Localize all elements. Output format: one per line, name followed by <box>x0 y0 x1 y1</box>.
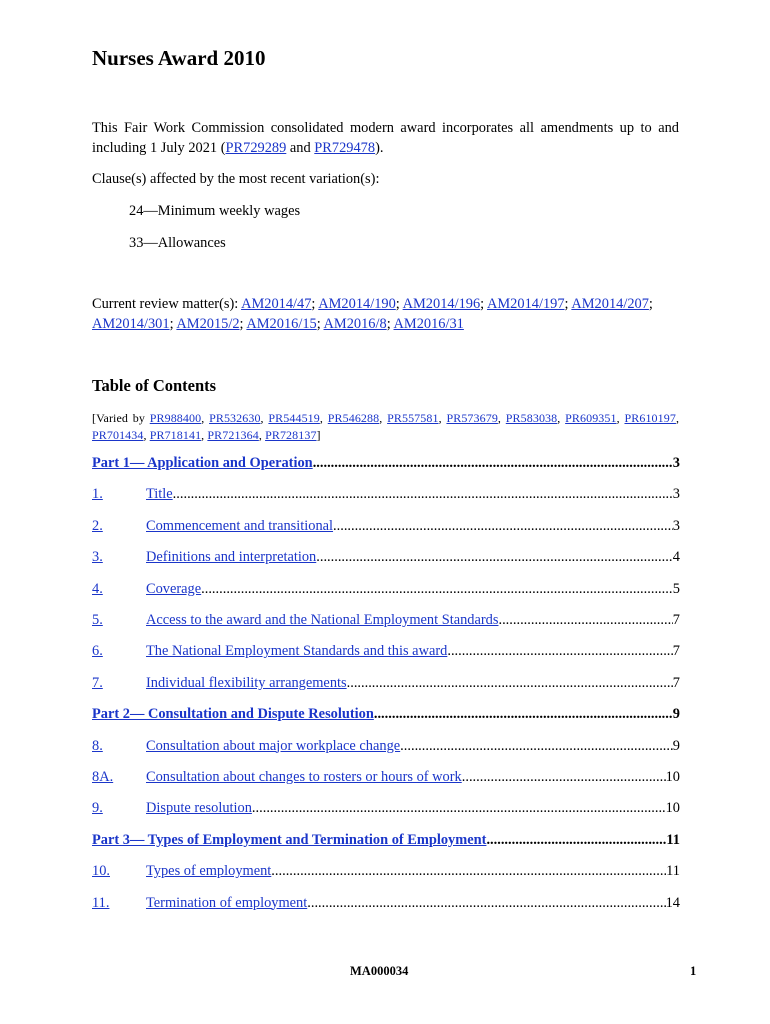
toc-dot-leader <box>316 549 673 566</box>
toc-page-number: 11 <box>666 831 680 848</box>
review-matter-link[interactable]: AM2014/207 <box>571 296 649 312</box>
varied-order-link[interactable]: PR583038 <box>505 411 558 425</box>
toc-clause-link[interactable]: Dispute resolution <box>146 800 252 817</box>
toc-dot-leader <box>173 486 673 503</box>
toc-page-number: 9 <box>672 737 680 754</box>
toc-dot-leader <box>313 455 673 472</box>
document-title: Nurses Award 2010 <box>92 46 266 70</box>
toc-dot-leader <box>498 612 672 629</box>
review-matter-link[interactable]: AM2014/190 <box>318 296 396 312</box>
toc-clause-number[interactable]: 10. <box>92 863 110 880</box>
toc-clause-number[interactable]: 6. <box>92 643 103 660</box>
toc-part-row[interactable] <box>92 455 680 475</box>
toc-dot-leader <box>447 643 672 660</box>
toc-page-number: 5 <box>672 580 680 597</box>
toc-part-link[interactable]: Part 2— Consultation and Dispute Resolution <box>92 706 374 723</box>
toc-clause-number[interactable]: 7. <box>92 674 103 691</box>
review-label: Current review matter(s): <box>92 296 242 312</box>
review-matter-link[interactable]: AM2014/197 <box>486 296 565 312</box>
toc-clause-link[interactable]: Title <box>146 486 173 503</box>
toc-page-number: 9 <box>672 706 680 723</box>
toc-page-number: 14 <box>665 894 680 911</box>
toc-dot-leader <box>333 518 673 535</box>
intro-paragraph <box>92 118 679 158</box>
toc-clause-row[interactable] <box>92 738 680 758</box>
review-matter-link[interactable]: AM2014/196 <box>402 296 481 312</box>
toc-clause-row[interactable] <box>92 612 680 632</box>
varied-order-link[interactable]: PR988400 <box>149 411 202 425</box>
intro-link-pr729478[interactable]: PR729478 <box>314 140 376 156</box>
review-matter-link[interactable]: AM2014/47 <box>241 296 312 312</box>
varied-prefix: [Varied by <box>92 411 150 425</box>
varied-order-link[interactable]: PR610197 <box>624 411 676 425</box>
review-matter-link[interactable]: AM2015/2 <box>176 316 240 332</box>
review-matter-link[interactable]: AM2016/15 <box>246 316 317 332</box>
toc-page-number: 7 <box>672 612 680 628</box>
toc-part-link[interactable]: Part 3— Types of Employment and Termination of Employment <box>92 831 487 848</box>
varied-order-link[interactable]: PR701434 <box>92 428 144 442</box>
toc-clause-row[interactable] <box>92 643 680 663</box>
toc-page-number: 10 <box>665 800 680 817</box>
toc-dot-leader <box>400 738 673 755</box>
toc-clause-link[interactable]: The National Employment Standards and this award <box>146 643 448 660</box>
toc-dot-leader <box>271 863 666 880</box>
toc-dot-leader <box>486 832 666 849</box>
toc-clause-number[interactable]: 9. <box>92 800 103 817</box>
toc-clause-row[interactable] <box>92 769 680 789</box>
varied-suffix: ] <box>316 428 321 442</box>
toc-dot-leader <box>252 800 666 817</box>
toc-title: Table of Contents <box>92 376 217 395</box>
varied-order-link[interactable]: PR721364 <box>207 428 259 442</box>
toc-page-number: 11 <box>666 863 680 880</box>
toc-clause-row[interactable] <box>92 863 680 883</box>
varied-order-link[interactable]: PR544519 <box>268 411 320 425</box>
review-matter-link[interactable]: AM2016/8 <box>323 316 387 332</box>
varied-order-link[interactable]: PR573679 <box>446 411 498 425</box>
toc-clause-row[interactable] <box>92 549 680 569</box>
review-matter-link[interactable]: AM2014/301 <box>92 316 170 332</box>
toc-page-number: 4 <box>672 549 680 566</box>
toc-dot-leader <box>347 675 673 692</box>
toc-clause-link[interactable]: Individual flexibility arrangements <box>146 674 347 691</box>
toc-page-number: 7 <box>672 674 680 691</box>
toc-part-link[interactable]: Part 1— Application and Operation <box>92 455 313 471</box>
varied-order-link[interactable]: PR557581 <box>387 411 439 425</box>
toc-clause-row[interactable] <box>92 800 680 820</box>
toc-part-row[interactable] <box>92 832 680 852</box>
intro-text-before: This Fair Work Commission consolidated modern award incorporates all amendments up to and including 1 July 2021 ( <box>92 120 679 156</box>
toc-clause-number[interactable]: 4. <box>92 580 103 597</box>
footer-page-number: 1 <box>690 964 697 978</box>
varied-order-link[interactable]: PR728137 <box>265 428 317 442</box>
toc-clause-number[interactable]: 2. <box>92 517 103 534</box>
varied-by-list: [Varied by PR988400, PR532630, PR544519, PR546288, PR557581, PR573679, PR583038, PR609351, PR610197, PR701434, PR718141, PR721364, PR728137] <box>92 411 680 442</box>
toc-clause-link[interactable]: Access to the award and the National Employment Standards <box>146 612 499 628</box>
toc-clause-link[interactable]: Consultation about major workplace change <box>146 737 401 754</box>
varied-order-link[interactable]: PR609351 <box>565 411 617 425</box>
toc-clause-link[interactable]: Commencement and transitional <box>146 517 334 534</box>
toc-clause-number[interactable]: 8A. <box>92 769 114 785</box>
toc-clause-row[interactable] <box>92 895 680 915</box>
varied-order-link[interactable]: PR718141 <box>149 428 202 442</box>
toc-dot-leader <box>462 769 666 786</box>
toc-page-number: 3 <box>672 486 680 503</box>
intro-text-between: and <box>286 140 315 156</box>
review-matters: Current review matter(s): AM2014/47; AM2014/190; AM2014/196; AM2014/197; AM2014/207; AM2014/301; AM2015/2; AM2016/15; AM2016/8; AM2016/31 <box>92 296 653 332</box>
toc-clause-number[interactable]: 8. <box>92 737 103 754</box>
clauses-affected-label: Clause(s) affected by the most recent variation(s): <box>92 171 380 187</box>
intro-link-pr729289[interactable]: PR729289 <box>225 140 287 156</box>
clause-affected-item: 24—Minimum weekly wages <box>129 203 301 219</box>
toc-clause-link[interactable]: Definitions and interpretation <box>146 549 317 566</box>
footer-award-code: MA000034 <box>350 964 409 978</box>
toc-clause-row[interactable] <box>92 518 680 538</box>
toc-page-number: 7 <box>672 643 680 660</box>
toc-dot-leader <box>201 581 673 598</box>
toc-page-number: 10 <box>665 769 680 785</box>
toc-clause-link[interactable]: Consultation about changes to rosters or hours of work <box>146 769 462 785</box>
toc-clause-row[interactable] <box>92 486 680 506</box>
toc-dot-leader <box>374 706 673 723</box>
toc-clause-link[interactable]: Termination of employment <box>146 894 308 911</box>
toc-page-number: 3 <box>672 517 680 534</box>
intro-text-after: ). <box>375 140 384 156</box>
toc-part-row[interactable] <box>92 706 680 726</box>
toc-page-number: 3 <box>672 455 680 471</box>
toc-clause-number[interactable]: 5. <box>92 612 103 628</box>
toc-clause-number[interactable]: 3. <box>92 549 103 566</box>
review-matter-link[interactable]: AM2016/31 <box>393 316 464 332</box>
toc-clause-row[interactable] <box>92 675 680 695</box>
toc-clause-number[interactable]: 11. <box>92 894 110 911</box>
toc-dot-leader <box>307 895 665 912</box>
varied-order-link[interactable]: PR532630 <box>209 411 261 425</box>
toc-clause-link[interactable]: Coverage <box>146 580 202 597</box>
toc-clause-link[interactable]: Types of employment <box>146 863 272 880</box>
toc-clause-row[interactable] <box>92 581 680 601</box>
clause-affected-item: 33—Allowances <box>129 235 226 251</box>
varied-order-link[interactable]: PR546288 <box>327 411 380 425</box>
toc-clause-number[interactable]: 1. <box>92 486 103 503</box>
